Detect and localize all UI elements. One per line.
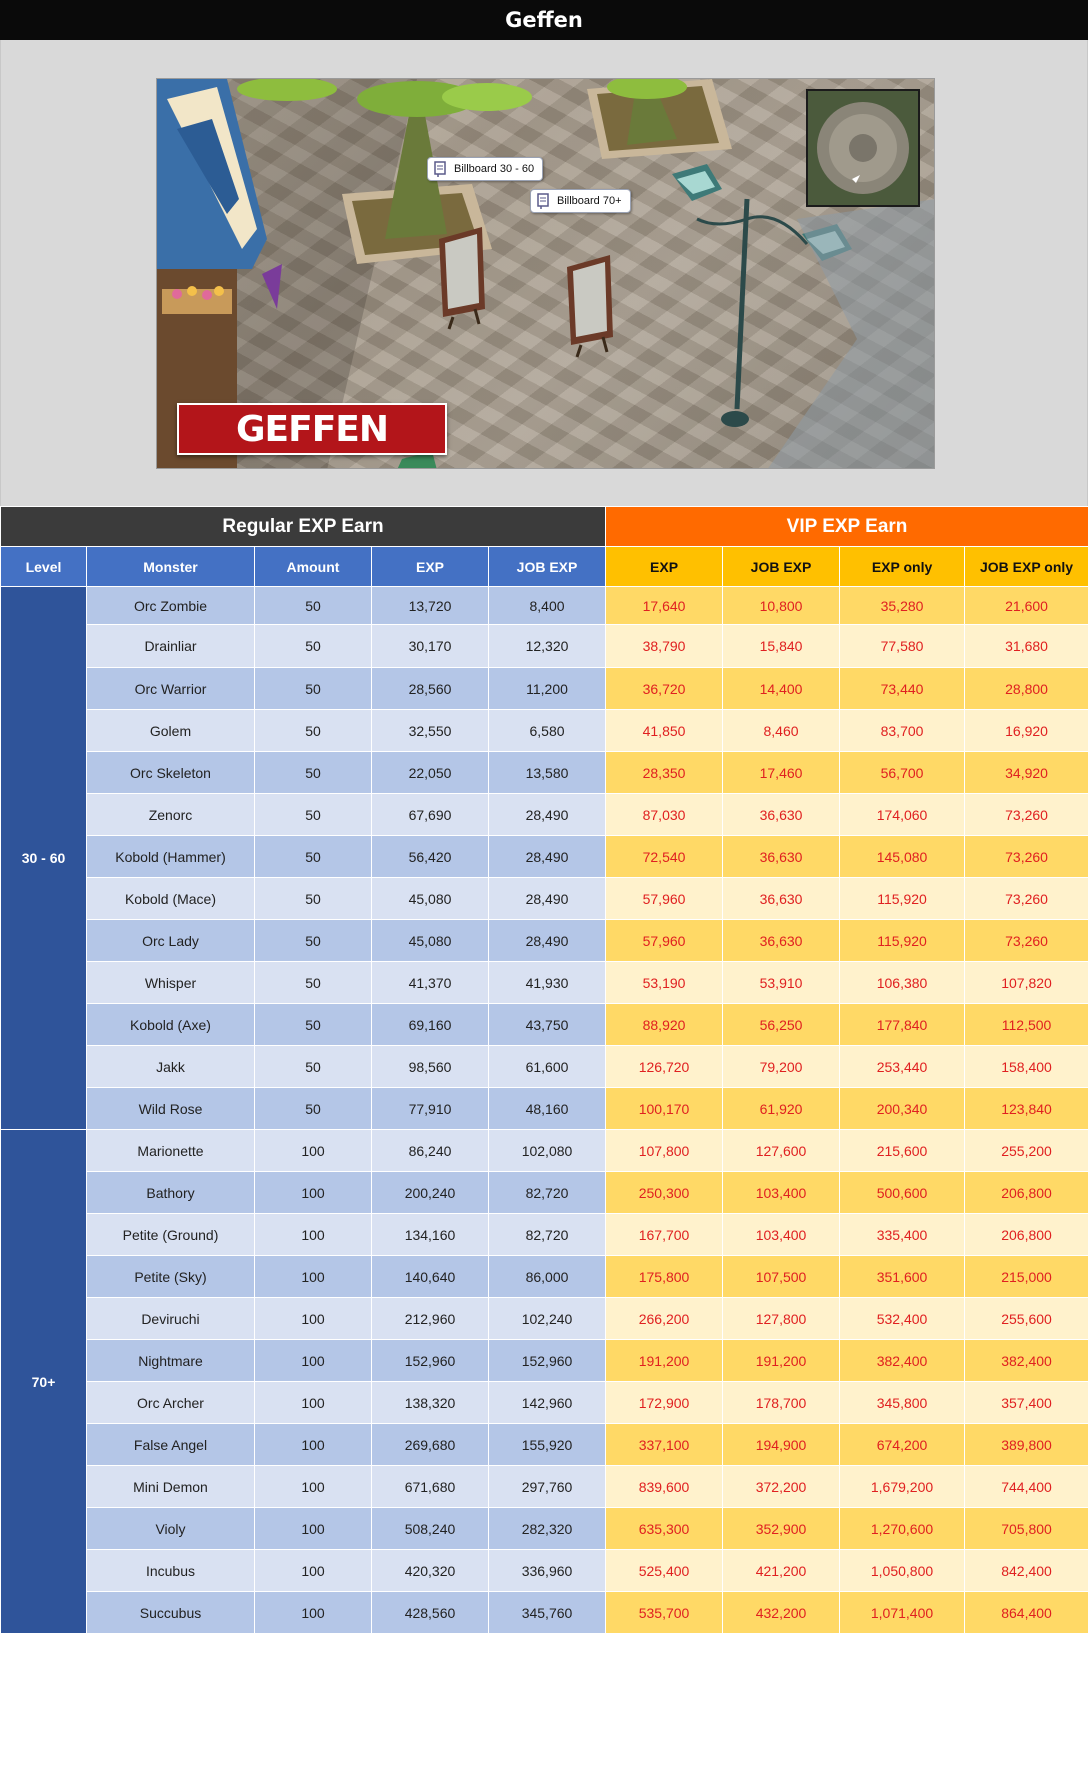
billboard-tooltip-label: Billboard 30 - 60 — [454, 163, 535, 175]
job-exp-cell: 43,750 — [489, 1004, 606, 1046]
vip-exp-only-cell: 532,400 — [840, 1298, 965, 1340]
table-row — [1, 1046, 1088, 1088]
amount-cell: 100 — [255, 1424, 372, 1466]
monster-cell: Orc Skeleton — [87, 752, 255, 794]
amount-cell: 50 — [255, 668, 372, 710]
exp-cell: 140,640 — [372, 1256, 489, 1298]
vip-exp-only-cell: 174,060 — [840, 794, 965, 836]
table-row — [1, 1088, 1088, 1130]
exp-cell: 138,320 — [372, 1382, 489, 1424]
vip-exp-cell: 100,170 — [606, 1088, 723, 1130]
vip-job-exp-cell: 103,400 — [723, 1172, 840, 1214]
exp-cell: 56,420 — [372, 836, 489, 878]
vip-job-exp-only-cell: 382,400 — [965, 1340, 1088, 1382]
monster-cell: Bathory — [87, 1172, 255, 1214]
vip-exp-only-cell: 253,440 — [840, 1046, 965, 1088]
vip-job-exp-cell: 53,910 — [723, 962, 840, 1004]
vip-job-exp-cell: 10,800 — [723, 587, 840, 625]
amount-cell: 50 — [255, 920, 372, 962]
table-row — [1, 625, 1088, 668]
level-cell: 70+ — [1, 1130, 87, 1634]
vip-exp-only-cell: 351,600 — [840, 1256, 965, 1298]
vip-exp-cell: 72,540 — [606, 836, 723, 878]
billboard-tooltip-label: Billboard 70+ — [557, 195, 622, 207]
table-row — [1, 1256, 1088, 1298]
amount-cell: 100 — [255, 1382, 372, 1424]
job-exp-cell: 86,000 — [489, 1256, 606, 1298]
amount-cell: 100 — [255, 1592, 372, 1634]
table-row — [1, 1550, 1088, 1592]
amount-cell: 100 — [255, 1508, 372, 1550]
vip-exp-only-cell: 73,440 — [840, 668, 965, 710]
vip-job-exp-cell: 103,400 — [723, 1214, 840, 1256]
monster-cell: Kobold (Mace) — [87, 878, 255, 920]
exp-cell: 67,690 — [372, 794, 489, 836]
vip-job-exp-cell: 56,250 — [723, 1004, 840, 1046]
vip-exp-cell: 167,700 — [606, 1214, 723, 1256]
billboard-icon — [433, 161, 449, 177]
vip-job-exp-only-cell: 158,400 — [965, 1046, 1088, 1088]
vip-job-exp-only-cell: 864,400 — [965, 1592, 1088, 1634]
exp-cell: 32,550 — [372, 710, 489, 752]
vip-exp-cell: 175,800 — [606, 1256, 723, 1298]
table-row — [1, 836, 1088, 878]
vip-job-exp-only-cell: 73,260 — [965, 920, 1088, 962]
table-row — [1, 1298, 1088, 1340]
job-exp-cell: 28,490 — [489, 836, 606, 878]
vip-exp-cell: 88,920 — [606, 1004, 723, 1046]
job-exp-cell: 41,930 — [489, 962, 606, 1004]
vip-job-exp-cell: 61,920 — [723, 1088, 840, 1130]
vip-exp-cell: 635,300 — [606, 1508, 723, 1550]
vip-exp-cell: 107,800 — [606, 1130, 723, 1172]
monster-cell: Orc Archer — [87, 1382, 255, 1424]
minimap[interactable] — [806, 89, 920, 207]
exp-cell: 45,080 — [372, 878, 489, 920]
vip-job-exp-cell: 36,630 — [723, 878, 840, 920]
amount-cell: 100 — [255, 1550, 372, 1592]
vip-job-exp-cell: 191,200 — [723, 1340, 840, 1382]
table-row — [1, 1340, 1088, 1382]
job-exp-cell: 6,580 — [489, 710, 606, 752]
vip-job-exp-cell: 15,840 — [723, 625, 840, 668]
monster-cell: False Angel — [87, 1424, 255, 1466]
exp-cell: 212,960 — [372, 1298, 489, 1340]
billboard-tooltip-70-plus[interactable] — [530, 189, 631, 213]
job-exp-cell: 12,320 — [489, 625, 606, 668]
vip-exp-cell: 38,790 — [606, 625, 723, 668]
job-exp-cell: 152,960 — [489, 1340, 606, 1382]
monster-cell: Succubus — [87, 1592, 255, 1634]
exp-cell: 41,370 — [372, 962, 489, 1004]
minimap-artwork — [808, 91, 918, 205]
exp-cell: 98,560 — [372, 1046, 489, 1088]
table-row — [1, 1466, 1088, 1508]
monster-cell: Orc Lady — [87, 920, 255, 962]
monster-cell: Kobold (Axe) — [87, 1004, 255, 1046]
amount-cell: 50 — [255, 962, 372, 1004]
monster-cell: Marionette — [87, 1130, 255, 1172]
vip-exp-cell: 525,400 — [606, 1550, 723, 1592]
vip-job-exp-only-cell: 112,500 — [965, 1004, 1088, 1046]
vip-exp-only-cell: 83,700 — [840, 710, 965, 752]
table-row — [1, 710, 1088, 752]
monster-cell: Incubus — [87, 1550, 255, 1592]
vip-exp-cell: 337,100 — [606, 1424, 723, 1466]
amount-cell: 50 — [255, 836, 372, 878]
exp-cell: 28,560 — [372, 668, 489, 710]
vip-exp-cell: 535,700 — [606, 1592, 723, 1634]
exp-cell: 508,240 — [372, 1508, 489, 1550]
monster-cell: Drainliar — [87, 625, 255, 668]
table-row — [1, 878, 1088, 920]
vip-job-exp-only-cell: 107,820 — [965, 962, 1088, 1004]
amount-cell: 50 — [255, 710, 372, 752]
level-cell: 30 - 60 — [1, 587, 87, 1130]
col-monster: Monster — [87, 547, 255, 587]
vip-job-exp-only-cell: 31,680 — [965, 625, 1088, 668]
amount-cell: 50 — [255, 1046, 372, 1088]
amount-cell: 100 — [255, 1298, 372, 1340]
vip-exp-cell: 126,720 — [606, 1046, 723, 1088]
exp-cell: 200,240 — [372, 1172, 489, 1214]
vip-exp-only-cell: 145,080 — [840, 836, 965, 878]
vip-exp-only-cell: 335,400 — [840, 1214, 965, 1256]
monster-cell: Zenorc — [87, 794, 255, 836]
monster-cell: Petite (Sky) — [87, 1256, 255, 1298]
vip-job-exp-cell: 14,400 — [723, 668, 840, 710]
vip-exp-only-cell: 215,600 — [840, 1130, 965, 1172]
amount-cell: 100 — [255, 1466, 372, 1508]
table-row — [1, 1424, 1088, 1466]
vip-job-exp-cell: 194,900 — [723, 1424, 840, 1466]
vip-job-exp-cell: 432,200 — [723, 1592, 840, 1634]
job-exp-cell: 28,490 — [489, 794, 606, 836]
vip-job-exp-cell: 36,630 — [723, 836, 840, 878]
amount-cell: 50 — [255, 794, 372, 836]
monster-cell: Whisper — [87, 962, 255, 1004]
monster-cell: Wild Rose — [87, 1088, 255, 1130]
vip-job-exp-cell: 178,700 — [723, 1382, 840, 1424]
vip-exp-cell: 87,030 — [606, 794, 723, 836]
job-exp-cell: 142,960 — [489, 1382, 606, 1424]
vip-job-exp-only-cell: 28,800 — [965, 668, 1088, 710]
job-exp-cell: 13,580 — [489, 752, 606, 794]
col-vip-job-exp: JOB EXP — [723, 547, 840, 587]
vip-exp-only-cell: 1,050,800 — [840, 1550, 965, 1592]
billboard-icon — [536, 193, 552, 209]
exp-cell: 269,680 — [372, 1424, 489, 1466]
amount-cell: 100 — [255, 1172, 372, 1214]
exp-cell: 428,560 — [372, 1592, 489, 1634]
billboard-tooltip-30-60[interactable] — [427, 157, 543, 181]
exp-cell: 671,680 — [372, 1466, 489, 1508]
vip-job-exp-cell: 127,800 — [723, 1298, 840, 1340]
vip-exp-cell: 41,850 — [606, 710, 723, 752]
vip-exp-cell: 53,190 — [606, 962, 723, 1004]
game-scene — [156, 78, 935, 469]
vip-exp-cell: 57,960 — [606, 920, 723, 962]
vip-exp-cell: 191,200 — [606, 1340, 723, 1382]
vip-job-exp-only-cell: 255,200 — [965, 1130, 1088, 1172]
col-exp: EXP — [372, 547, 489, 587]
vip-exp-cell: 172,900 — [606, 1382, 723, 1424]
vip-exp-only-cell: 1,679,200 — [840, 1466, 965, 1508]
job-exp-cell: 28,490 — [489, 920, 606, 962]
exp-cell: 30,170 — [372, 625, 489, 668]
vip-job-exp-only-cell: 705,800 — [965, 1508, 1088, 1550]
job-exp-cell: 102,240 — [489, 1298, 606, 1340]
vip-exp-only-cell: 115,920 — [840, 878, 965, 920]
monster-cell: Jakk — [87, 1046, 255, 1088]
monster-cell: Violy — [87, 1508, 255, 1550]
exp-cell: 152,960 — [372, 1340, 489, 1382]
job-exp-cell: 11,200 — [489, 668, 606, 710]
amount-cell: 100 — [255, 1340, 372, 1382]
col-vip-exp-only: EXP only — [840, 547, 965, 587]
vip-exp-only-cell: 200,340 — [840, 1088, 965, 1130]
vip-exp-only-cell: 674,200 — [840, 1424, 965, 1466]
vip-exp-only-cell: 77,580 — [840, 625, 965, 668]
exp-cell: 77,910 — [372, 1088, 489, 1130]
table-row — [1, 752, 1088, 794]
vip-exp-only-cell: 106,380 — [840, 962, 965, 1004]
vip-exp-only-cell: 500,600 — [840, 1172, 965, 1214]
table-row — [1, 962, 1088, 1004]
col-amount: Amount — [255, 547, 372, 587]
vip-exp-only-cell: 345,800 — [840, 1382, 965, 1424]
exp-cell: 134,160 — [372, 1214, 489, 1256]
amount-cell: 50 — [255, 1088, 372, 1130]
vip-job-exp-only-cell: 123,840 — [965, 1088, 1088, 1130]
vip-job-exp-cell: 372,200 — [723, 1466, 840, 1508]
table-row — [1, 794, 1088, 836]
table-row — [1, 668, 1088, 710]
vip-job-exp-only-cell: 21,600 — [965, 587, 1088, 625]
table-row — [1, 1508, 1088, 1550]
vip-exp-only-cell: 35,280 — [840, 587, 965, 625]
monster-cell: Petite (Ground) — [87, 1214, 255, 1256]
vip-exp-only-cell: 56,700 — [840, 752, 965, 794]
vip-job-exp-cell: 8,460 — [723, 710, 840, 752]
job-exp-cell: 61,600 — [489, 1046, 606, 1088]
exp-cell: 420,320 — [372, 1550, 489, 1592]
amount-cell: 50 — [255, 625, 372, 668]
vip-job-exp-cell: 421,200 — [723, 1550, 840, 1592]
vip-exp-cell: 266,200 — [606, 1298, 723, 1340]
monster-cell: Golem — [87, 710, 255, 752]
job-exp-cell: 345,760 — [489, 1592, 606, 1634]
table-column-header — [1, 547, 1088, 587]
exp-table — [0, 506, 1088, 1634]
exp-cell: 69,160 — [372, 1004, 489, 1046]
table-row — [1, 1130, 1088, 1172]
table-group-header — [1, 507, 1088, 547]
vip-exp-cell: 250,300 — [606, 1172, 723, 1214]
col-vip-job-exp-only: JOB EXP only — [965, 547, 1088, 587]
job-exp-cell: 282,320 — [489, 1508, 606, 1550]
monster-cell: Orc Warrior — [87, 668, 255, 710]
amount-cell: 50 — [255, 752, 372, 794]
table-row — [1, 587, 1088, 625]
amount-cell: 100 — [255, 1214, 372, 1256]
table-row — [1, 1004, 1088, 1046]
vip-exp-cell: 57,960 — [606, 878, 723, 920]
table-row — [1, 1214, 1088, 1256]
vip-job-exp-cell: 17,460 — [723, 752, 840, 794]
vip-exp-cell: 17,640 — [606, 587, 723, 625]
job-exp-cell: 155,920 — [489, 1424, 606, 1466]
vip-job-exp-only-cell: 73,260 — [965, 794, 1088, 836]
vip-job-exp-only-cell: 744,400 — [965, 1466, 1088, 1508]
monster-cell: Nightmare — [87, 1340, 255, 1382]
vip-job-exp-cell: 352,900 — [723, 1508, 840, 1550]
vip-exp-cell: 839,600 — [606, 1466, 723, 1508]
vip-exp-cell: 36,720 — [606, 668, 723, 710]
job-exp-cell: 48,160 — [489, 1088, 606, 1130]
table-row — [1, 920, 1088, 962]
job-exp-cell: 82,720 — [489, 1172, 606, 1214]
vip-job-exp-only-cell: 215,000 — [965, 1256, 1088, 1298]
amount-cell: 50 — [255, 587, 372, 625]
vip-exp-only-cell: 1,071,400 — [840, 1592, 965, 1634]
vip-job-exp-cell: 36,630 — [723, 794, 840, 836]
vip-exp-only-cell: 177,840 — [840, 1004, 965, 1046]
vip-job-exp-cell: 127,600 — [723, 1130, 840, 1172]
monster-cell: Mini Demon — [87, 1466, 255, 1508]
col-job-exp: JOB EXP — [489, 547, 606, 587]
screenshot-preview — [0, 40, 1088, 506]
vip-job-exp-only-cell: 842,400 — [965, 1550, 1088, 1592]
exp-cell: 22,050 — [372, 752, 489, 794]
job-exp-cell: 28,490 — [489, 878, 606, 920]
vip-job-exp-only-cell: 206,800 — [965, 1214, 1088, 1256]
col-vip-exp: EXP — [606, 547, 723, 587]
col-level: Level — [1, 547, 87, 587]
monster-cell: Orc Zombie — [87, 587, 255, 625]
vip-job-exp-only-cell: 73,260 — [965, 836, 1088, 878]
job-exp-cell: 8,400 — [489, 587, 606, 625]
vip-job-exp-only-cell: 34,920 — [965, 752, 1088, 794]
vip-job-exp-only-cell: 73,260 — [965, 878, 1088, 920]
monster-cell: Deviruchi — [87, 1298, 255, 1340]
table-row — [1, 1592, 1088, 1634]
table-row — [1, 1172, 1088, 1214]
vip-exp-only-cell: 115,920 — [840, 920, 965, 962]
job-exp-cell: 336,960 — [489, 1550, 606, 1592]
page-title: Geffen — [0, 0, 1088, 40]
vip-job-exp-only-cell: 357,400 — [965, 1382, 1088, 1424]
monster-cell: Kobold (Hammer) — [87, 836, 255, 878]
job-exp-cell: 102,080 — [489, 1130, 606, 1172]
regular-exp-header: Regular EXP Earn — [1, 507, 606, 547]
vip-exp-cell: 28,350 — [606, 752, 723, 794]
table-body — [1, 587, 1088, 1634]
job-exp-cell: 297,760 — [489, 1466, 606, 1508]
geffen-banner-logo: GEFFEN — [177, 403, 447, 455]
vip-job-exp-cell: 107,500 — [723, 1256, 840, 1298]
vip-job-exp-cell: 36,630 — [723, 920, 840, 962]
amount-cell: 100 — [255, 1130, 372, 1172]
vip-job-exp-only-cell: 255,600 — [965, 1298, 1088, 1340]
vip-job-exp-only-cell: 206,800 — [965, 1172, 1088, 1214]
table-row — [1, 1382, 1088, 1424]
amount-cell: 50 — [255, 878, 372, 920]
job-exp-cell: 82,720 — [489, 1214, 606, 1256]
vip-exp-header: VIP EXP Earn — [606, 507, 1088, 547]
amount-cell: 100 — [255, 1256, 372, 1298]
vip-exp-only-cell: 382,400 — [840, 1340, 965, 1382]
exp-cell: 45,080 — [372, 920, 489, 962]
vip-job-exp-cell: 79,200 — [723, 1046, 840, 1088]
exp-cell: 13,720 — [372, 587, 489, 625]
vip-job-exp-only-cell: 389,800 — [965, 1424, 1088, 1466]
amount-cell: 50 — [255, 1004, 372, 1046]
vip-exp-only-cell: 1,270,600 — [840, 1508, 965, 1550]
vip-job-exp-only-cell: 16,920 — [965, 710, 1088, 752]
exp-cell: 86,240 — [372, 1130, 489, 1172]
